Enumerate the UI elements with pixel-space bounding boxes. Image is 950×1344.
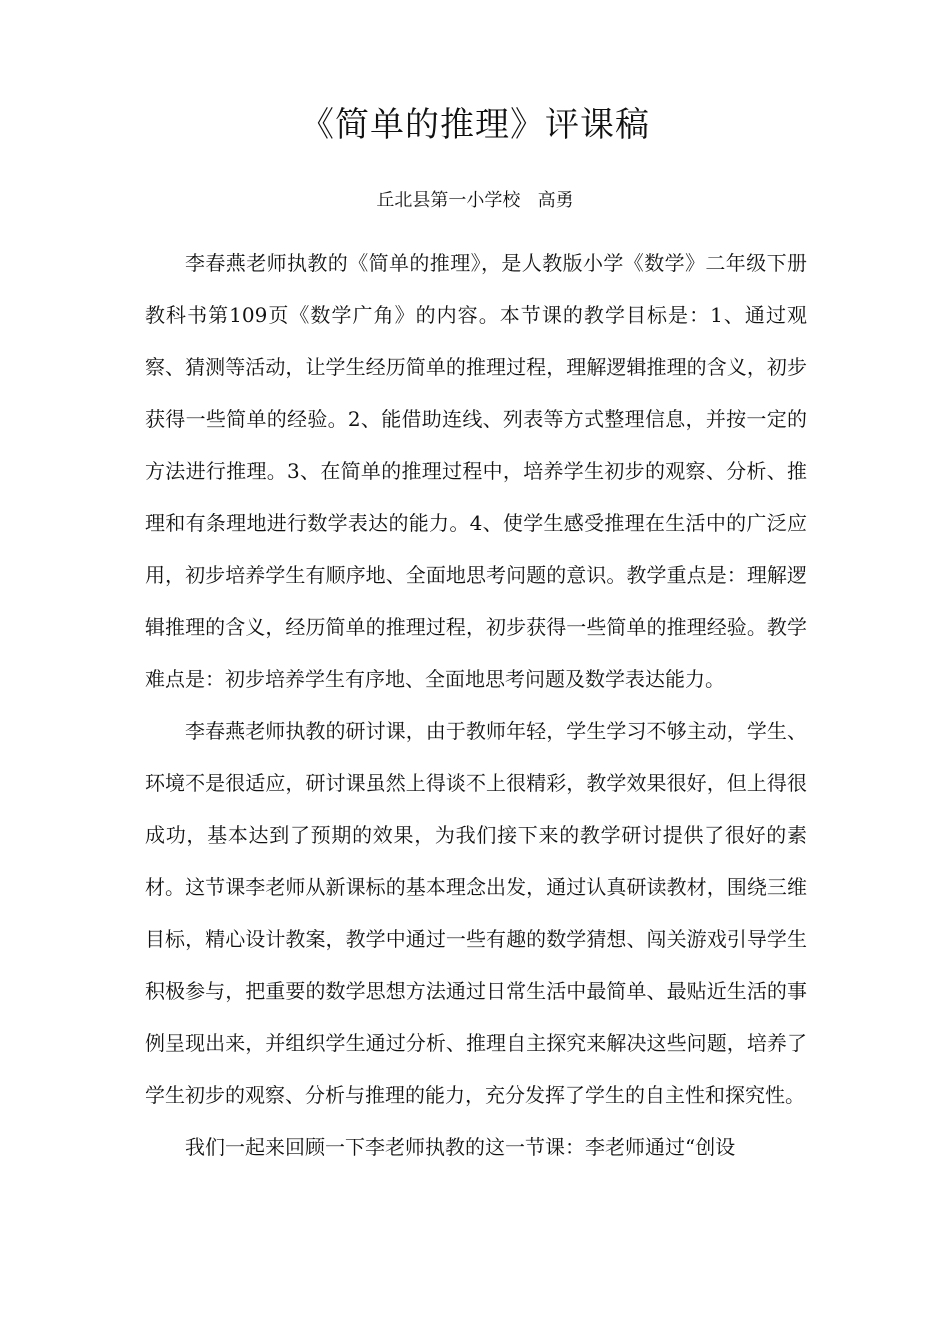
paragraph-2: 李春燕老师执教的研讨课，由于教师年轻，学生学习不够主动，学生、环境不是很适应，研讨课虽然上得谈不上很精彩，教学效果很好，但上得很成功，基本达到了预期的效果，为我们接下来的教学研讨提供了很好的素材。这节课李老师从新课标的基本理念出发，通过认真研读教材，围绕三维目标，精心设计教案，教学中通过一些有趣的数学猜想、闯关游戏引导学生积极参与，把重要的数学思想方法通过日常生活中最简单、最贴近生活的事例呈现出来，并组织学生通过分析、推理自主探究来解决这些问题，培养了学生初步的观察、分析与推理的能力，充分发挥了学生的自主性和探究性。 [145, 719, 807, 1107]
document-body [145, 237, 807, 1173]
paragraph-3: 我们一起来回顾一下李老师执教的这一节课：李老师通过“创设 [185, 1135, 736, 1159]
author-line: 丘北县第一小学校 高勇 [376, 190, 574, 211]
paragraph-1: 李春燕老师执教的《简单的推理》，是人教版小学《数学》二年级下册教科书第109页《数学广角》的内容。本节课的教学目标是：1、通过观察、猜测等活动，让学生经历简单的推理过程，理解逻辑推理的含义，初步获得一些简单的经验。2、能借助连线、列表等方式整理信息，并按一定的方法进行推理。3、在简单的推理过程中，培养学生初步的观察、分析、推理和有条理地进行数学表达的能力。4、使学生感受推理在生活中的广泛应用，初步培养学生有顺序地、全面地思考问题的意识。教学重点是：理解逻辑推理的含义，经历简单的推理过程，初步获得一些简单的推理经验。教学难点是：初步培养学生有序地、全面地思考问题及数学表达能力。 [145, 251, 807, 691]
document-title: 《简单的推理》评课稿 [300, 105, 650, 145]
